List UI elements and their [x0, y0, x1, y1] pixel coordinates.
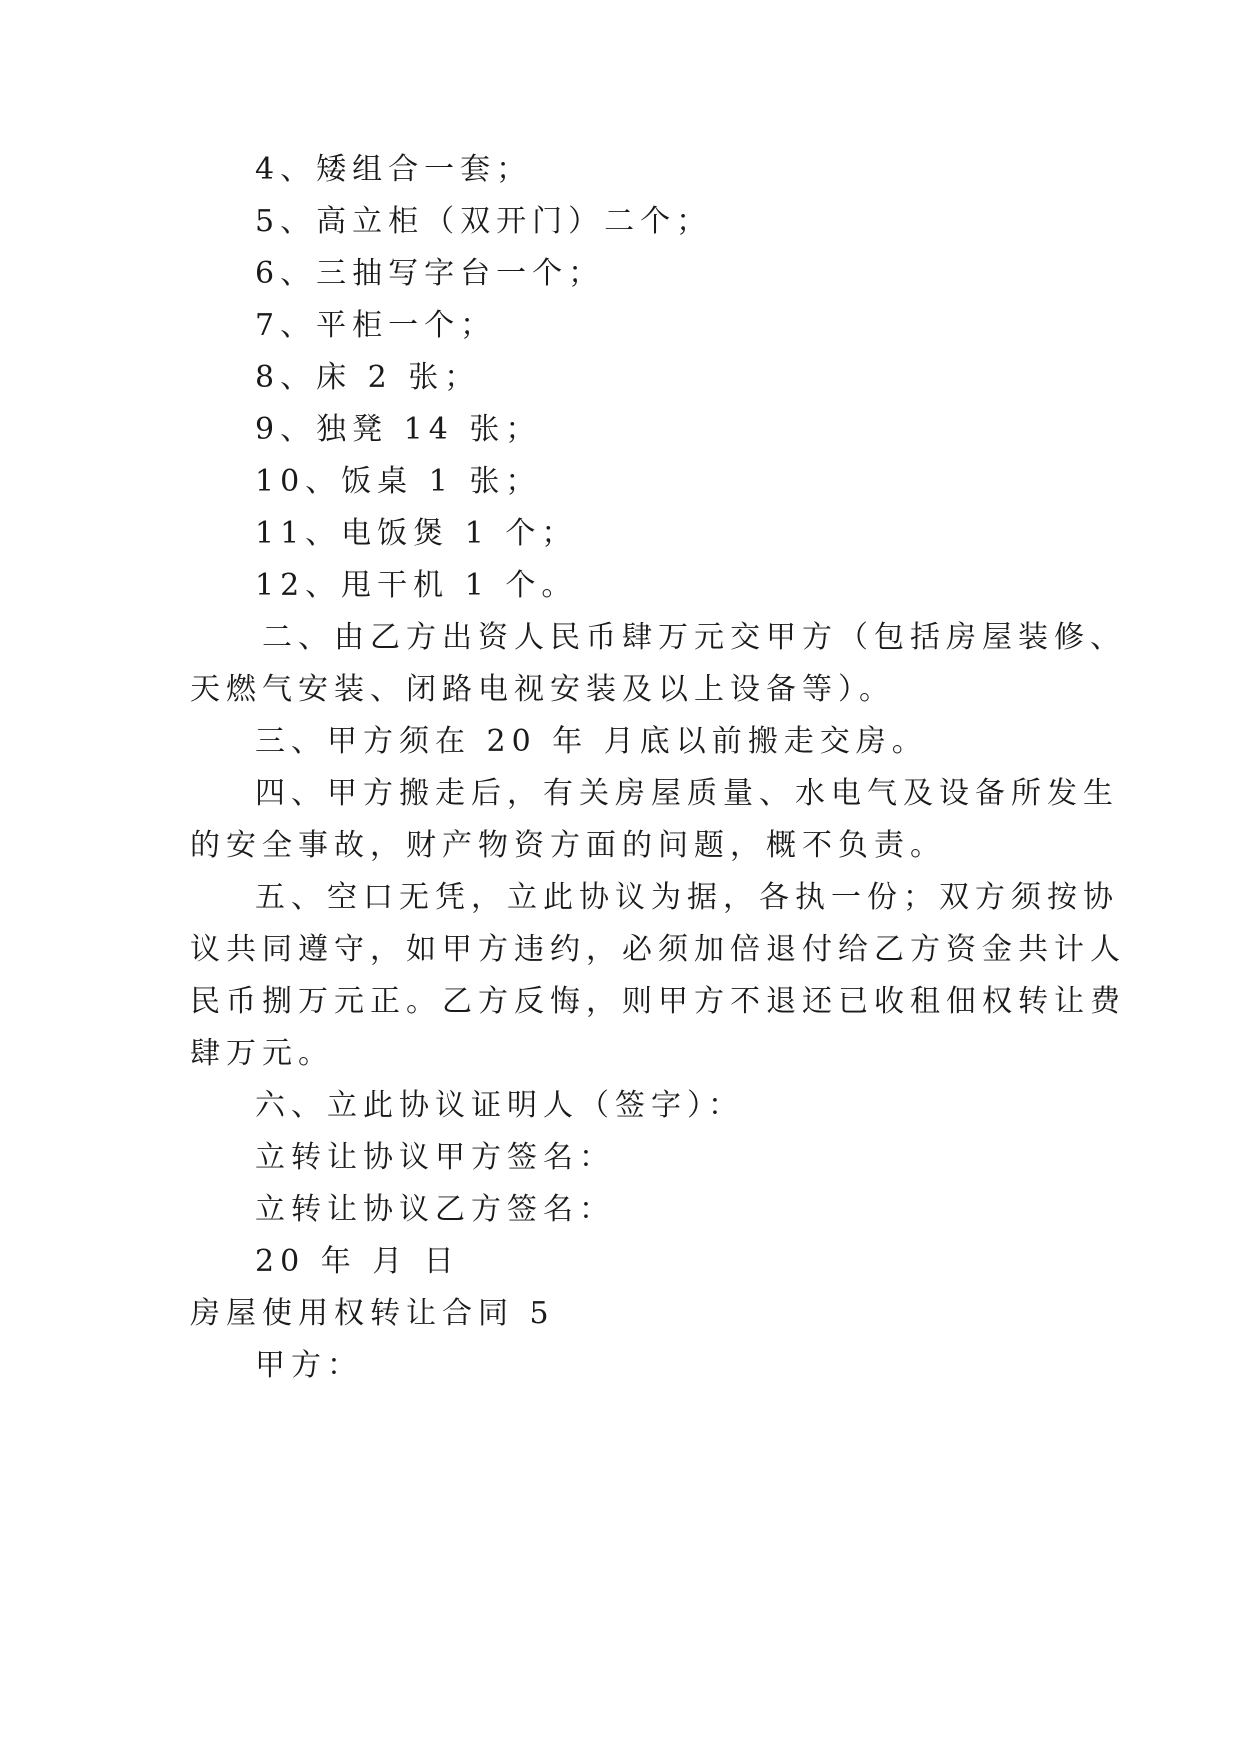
item-5: 5、高立柜（双开门）二个； — [255, 204, 713, 239]
clause-2-line-2: 天燃气安装、闭路电视安装及以上设备等）。 — [190, 672, 895, 707]
item-6: 6、三抽写字台一个； — [255, 256, 605, 291]
item-10: 10、饭桌 1 张； — [255, 464, 542, 499]
item-9: 9、独凳 14 张； — [255, 412, 542, 447]
item-7: 7、平柜一个； — [255, 308, 497, 343]
item-12: 12、甩干机 1 个。 — [255, 568, 578, 603]
item-4: 4、矮组合一套； — [255, 152, 533, 187]
party-a-label: 甲方： — [255, 1348, 363, 1383]
date-line: 20 年 月 日 — [255, 1244, 460, 1279]
next-contract-title: 房屋使用权转让合同 5 — [190, 1296, 555, 1331]
clause-5-line-4: 肆万元。 — [190, 1036, 334, 1071]
clause-6: 六、立此协议证明人（签字）： — [255, 1088, 744, 1123]
clause-2-line-1: 二、由乙方出资人民币肆万元交甲方（包括房屋装修、 — [262, 620, 1126, 655]
clause-3: 三、甲方须在 20 年 月底以前搬走交房。 — [255, 724, 928, 759]
clause-5-line-1: 五、空口无凭，立此协议为据，各执一份；双方须按协 — [255, 880, 1119, 915]
clause-5-line-3: 民币捌万元正。乙方反悔，则甲方不退还已收租佃权转让费 — [190, 984, 1126, 1019]
item-8: 8、床 2 张； — [255, 360, 481, 395]
clause-4-line-2: 的安全事故，财产物资方面的问题，概不负责。 — [190, 828, 946, 863]
item-11: 11、电饭煲 1 个； — [255, 516, 578, 551]
sign-party-b: 立转让协议乙方签名： — [255, 1192, 615, 1227]
clause-4-line-1: 四、甲方搬走后，有关房屋质量、水电气及设备所发生 — [255, 776, 1119, 811]
sign-party-a: 立转让协议甲方签名： — [255, 1140, 615, 1175]
clause-5-line-2: 议共同遵守，如甲方违约，必须加倍退付给乙方资金共计人 — [190, 932, 1126, 967]
